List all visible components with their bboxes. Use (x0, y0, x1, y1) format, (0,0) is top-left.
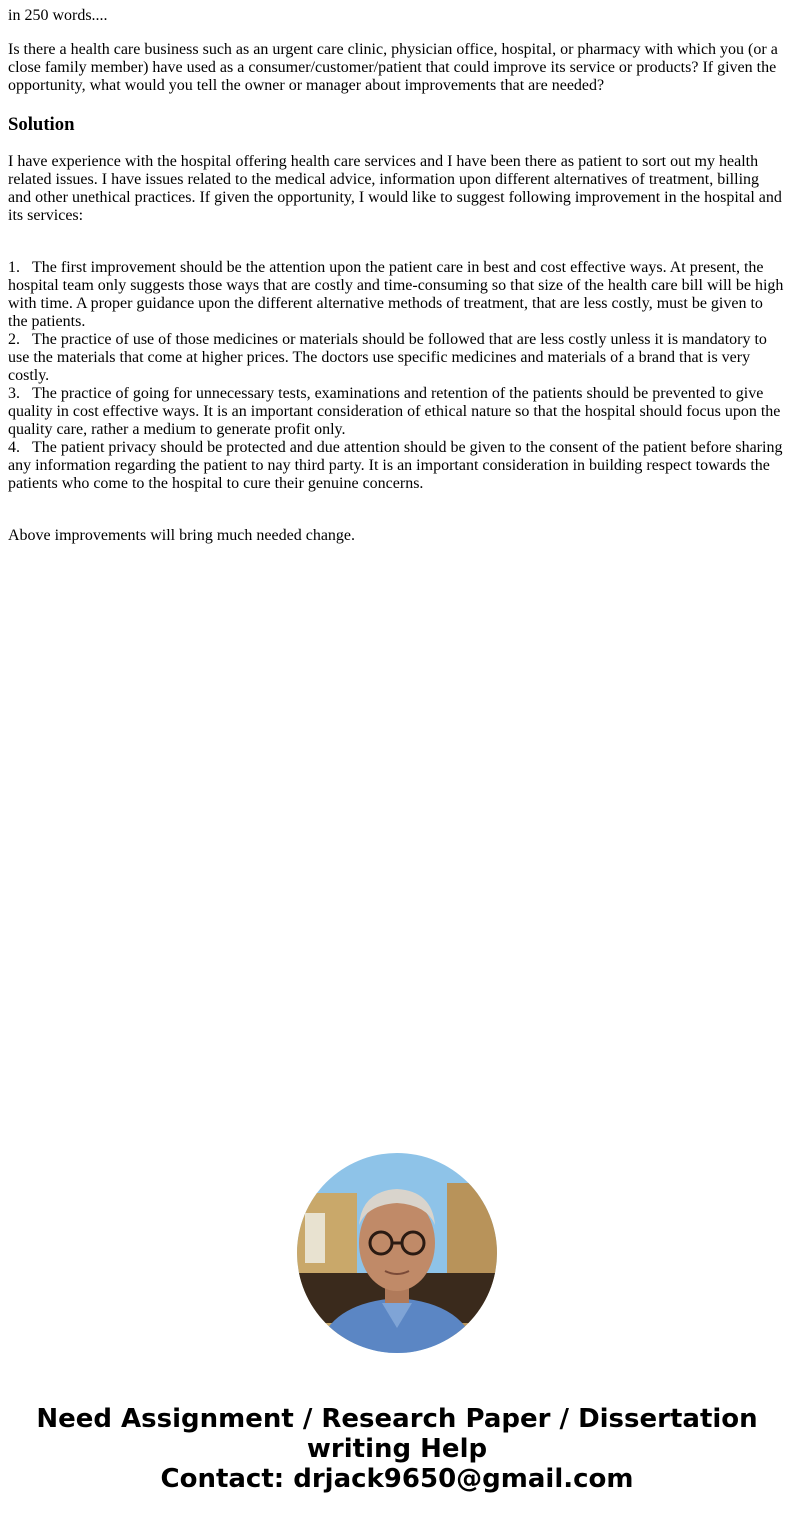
list-item-number: 4. (8, 439, 20, 456)
solution-closing: Above improvements will bring much needed change. (8, 527, 356, 544)
list-item-text: The practice of use of those medicines or materials should be followed that are less costly unless it is mandatory to use the materials that come at higher prices. The doctors use specific medicines and materials of a brand that is very costly. (8, 331, 767, 384)
portrait-image (297, 1153, 497, 1353)
question-intro: in 250 words.... (8, 7, 108, 24)
list-item-text: The practice of going for unnecessary tests, examinations and retention of the patients should be prevented to give quality in cost effective ways. It is an important consideration of ethical nature so that the hospital should focus upon the quality care, rather a medium to generate profit only. (8, 385, 781, 438)
footer-banner (0, 1404, 794, 1494)
list-item-number: 3. (8, 385, 20, 402)
list-item-number: 1. (8, 259, 20, 276)
improvement-list (8, 259, 786, 493)
list-item (8, 331, 786, 385)
question-text: Is there a health care business such as an urgent care clinic, physician office, hospital, or pharmacy with which you (or a close family member) have used as a consumer/customer/patient that could improve its service or products? If given the opportunity, what would you tell the owner or manager about improvements that are needed? (8, 41, 778, 94)
list-item-text: The patient privacy should be protected and due attention should be given to the consent of the patient before sharing any information regarding the patient to nay third party. It is an important consideration in building respect towards the patients who come to the hospital to cure their genuine concerns. (8, 439, 783, 492)
footer-help-text: Need Assignment / Research Paper / Dissertation writing Help (36, 1404, 758, 1464)
list-item-number: 2. (8, 331, 20, 348)
author-avatar (297, 1153, 497, 1353)
list-item-text: The first improvement should be the attention upon the patient care in best and cost effective ways. At present, the hospital team only suggests those ways that are costly and time-consuming so that size of the health care bill will be high with time. A proper guidance upon the different alternative methods of treatment, that are less costly, must be given to the patients. (8, 259, 784, 330)
list-item (8, 439, 786, 493)
solution-intro: I have experience with the hospital offering health care services and I have been there as patient to sort out my health related issues. I have issues related to the medical advice, information upon different alternatives of treatment, billing and other unethical practices. If given the opportunity, I would like to suggest following improvement in the hospital and its services: (8, 153, 782, 224)
list-item (8, 259, 786, 331)
document-content (8, 7, 786, 545)
footer-contact-text: Contact: drjack9650@gmail.com (160, 1464, 634, 1494)
solution-heading: Solution (8, 114, 75, 135)
list-item (8, 385, 786, 439)
